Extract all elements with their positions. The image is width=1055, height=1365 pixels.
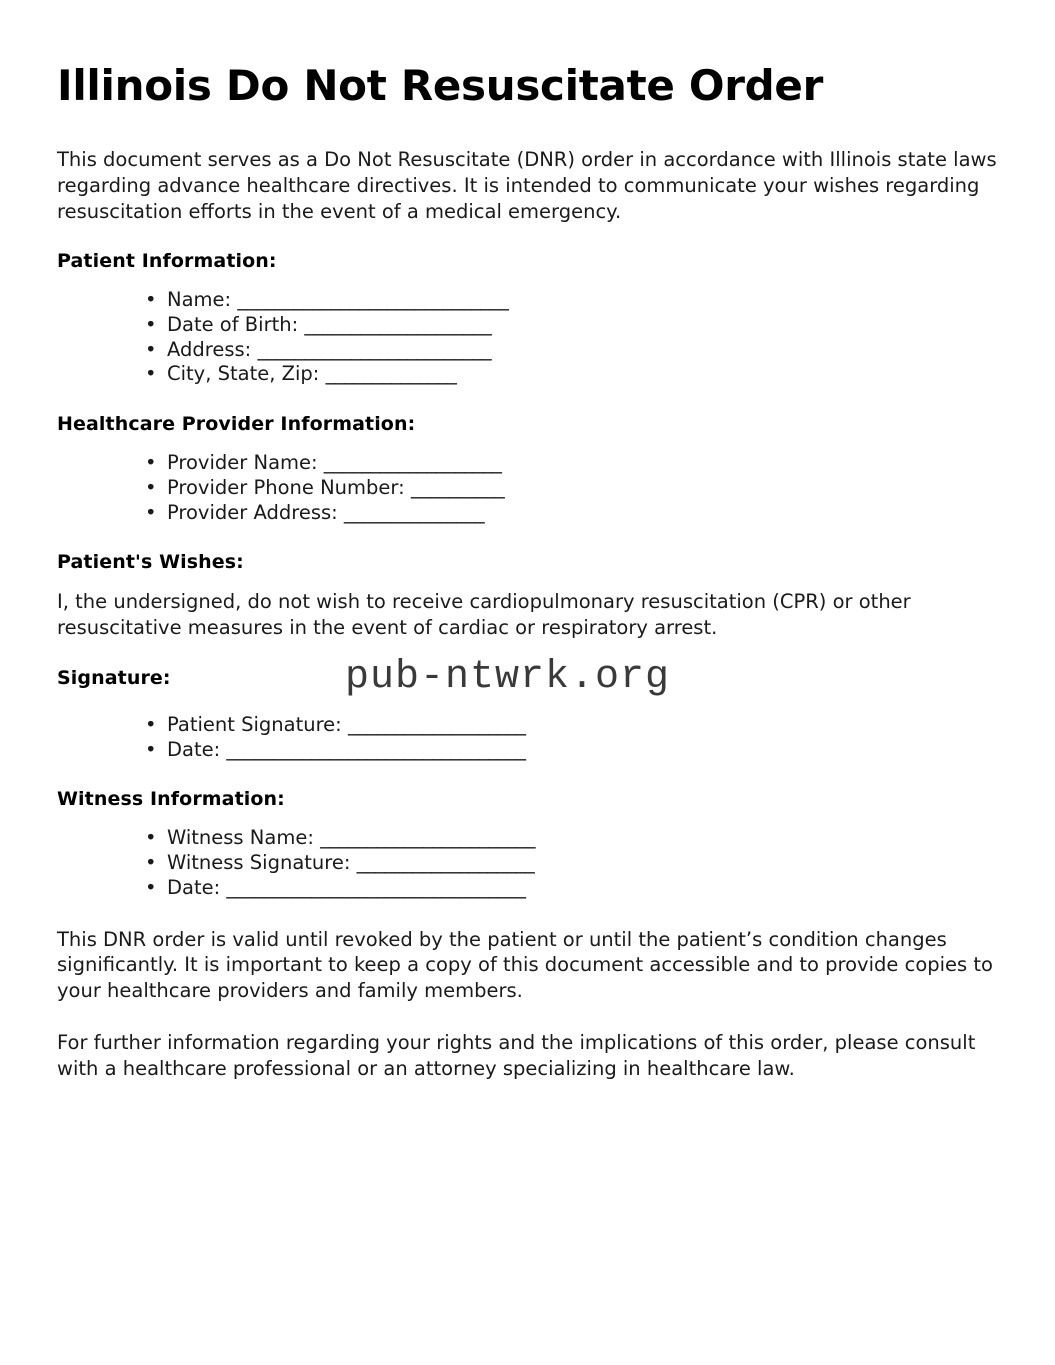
- field-blank[interactable]: __________: [410, 475, 505, 499]
- patient-information-heading: Patient Information:: [57, 250, 277, 273]
- patient-wishes-statement: I, the undersigned, do not wish to receive cardiopulmonary resuscitation (CPR) or other resuscitative measures in the event of cardiac or respiratory arrest.: [57, 590, 911, 640]
- list-item: [57, 826, 998, 851]
- page-title: Illinois Do Not Resuscitate Order: [57, 61, 824, 110]
- field-label: Witness Name:: [167, 826, 314, 850]
- signature-heading-row: [57, 654, 998, 700]
- provider-information-list: [57, 451, 998, 525]
- list-item: [57, 713, 998, 738]
- field-blank[interactable]: ________________________________: [226, 737, 526, 761]
- provider-information-heading: Healthcare Provider Information:: [57, 413, 416, 436]
- list-item: [57, 338, 998, 363]
- witness-information-list: [57, 826, 998, 900]
- list-item: [57, 451, 998, 476]
- list-item: [57, 851, 998, 876]
- field-blank[interactable]: ___________________: [323, 451, 502, 475]
- list-item: [57, 501, 998, 526]
- list-item: [57, 362, 998, 387]
- patient-wishes-heading: Patient's Wishes:: [57, 551, 244, 574]
- list-item: [57, 288, 998, 313]
- validity-paragraph: This DNR order is valid until revoked by the patient or until the patient’s condition changes significantly. It is important to keep a copy of this document accessible and to provide copies to your healthcare providers and family members.: [57, 927, 993, 1003]
- signature-heading: Signature:: [57, 666, 171, 689]
- field-blank[interactable]: ___________________: [356, 851, 535, 875]
- field-label: Witness Signature:: [167, 851, 351, 875]
- field-blank[interactable]: ___________________: [347, 712, 526, 736]
- watermark-text: pub-ntwrk.org: [345, 654, 671, 700]
- field-label: Date:: [167, 737, 221, 761]
- field-label: City, State, Zip:: [167, 362, 320, 386]
- list-item: [57, 876, 998, 901]
- field-label: Provider Name:: [167, 451, 318, 475]
- signature-list: [57, 713, 998, 763]
- list-item: [57, 313, 998, 338]
- field-blank[interactable]: _________________________: [257, 337, 492, 361]
- intro-paragraph: This document serves as a Do Not Resuscitate (DNR) order in accordance with Illinois state laws regarding advance healthcare directives. It is intended to communicate your wishes regarding resuscitation efforts in the event of a medical emergency.: [57, 148, 997, 223]
- field-blank[interactable]: ____________________: [304, 312, 492, 336]
- field-blank[interactable]: _____________________________: [237, 288, 509, 312]
- list-item: [57, 476, 998, 501]
- further-info-paragraph: For further information regarding your rights and the implications of this order, please consult with a healthcare professional or an attorney specializing in healthcare law.: [57, 1030, 976, 1080]
- patient-information-list: [57, 288, 998, 387]
- field-label: Address:: [167, 337, 252, 361]
- list-item: [57, 738, 998, 763]
- field-blank[interactable]: _______________________: [320, 826, 536, 850]
- field-blank[interactable]: _______________: [343, 500, 485, 524]
- field-label: Name:: [167, 288, 232, 312]
- field-label: Date:: [167, 875, 221, 899]
- witness-information-heading: Witness Information:: [57, 788, 285, 811]
- field-blank[interactable]: ______________: [325, 362, 457, 386]
- field-label: Provider Address:: [167, 500, 338, 524]
- field-label: Patient Signature:: [167, 712, 342, 736]
- field-label: Provider Phone Number:: [167, 475, 405, 499]
- field-blank[interactable]: ________________________________: [226, 875, 526, 899]
- field-label: Date of Birth:: [167, 312, 299, 336]
